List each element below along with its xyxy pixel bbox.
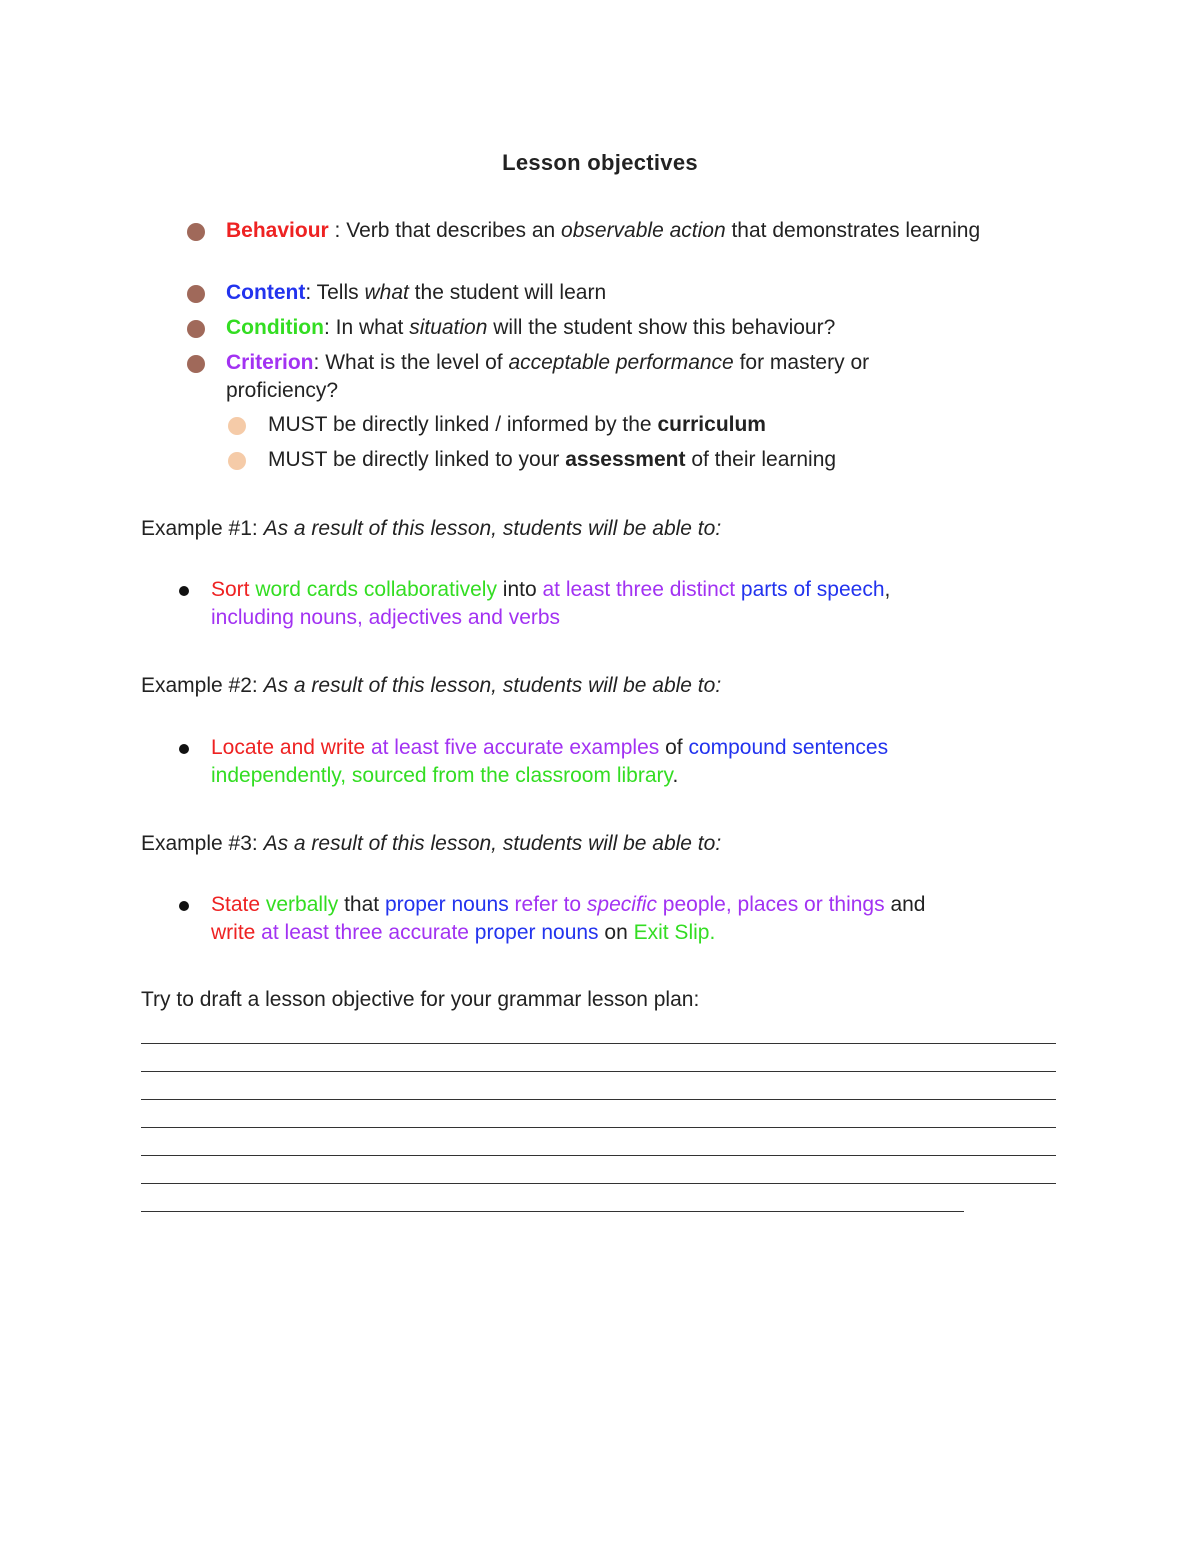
definition-content: Content: Tells what the student will learn <box>226 281 607 304</box>
example-2-objective: Locate and write at least five accurate examples of compound sentences independently, sourced from the classroom library. <box>211 736 889 787</box>
subpoint-curriculum: MUST be directly linked / informed by the curriculum <box>268 413 766 436</box>
term-condition: Condition <box>226 316 324 339</box>
writing-line[interactable] <box>141 1155 1056 1156</box>
bullet-icon <box>187 223 205 241</box>
term-content: Content <box>226 281 306 304</box>
subpoint-assessment: MUST be directly linked to your assessment of their learning <box>268 448 837 471</box>
writing-line[interactable] <box>141 1183 1056 1184</box>
bullet-icon <box>179 744 189 754</box>
writing-line[interactable] <box>141 1127 1056 1128</box>
page-title: Lesson objectives <box>502 150 698 175</box>
draft-prompt: Try to draft a lesson objective for your grammar lesson plan: <box>141 988 700 1011</box>
definition-condition: Condition: In what situation will the student show this behaviour? <box>226 316 836 339</box>
bullet-icon <box>187 285 205 303</box>
term-behaviour: Behaviour <box>226 219 329 242</box>
bullet-icon <box>179 901 189 911</box>
example-1-heading: Example #1: As a result of this lesson, students will be able to: <box>141 517 722 540</box>
writing-line[interactable] <box>141 1099 1056 1100</box>
writing-line[interactable] <box>141 1071 1056 1072</box>
example-2-heading: Example #2: As a result of this lesson, students will be able to: <box>141 674 722 697</box>
example-3-objective: State verbally that proper nouns refer to specific people, places or things and write at least three accurate proper nouns on Exit Slip. <box>211 893 926 944</box>
sub-bullet-icon <box>228 452 246 470</box>
bullet-icon <box>187 355 205 373</box>
term-criterion: Criterion <box>226 351 314 374</box>
bullet-icon <box>179 586 189 596</box>
writing-line[interactable] <box>141 1211 964 1212</box>
sub-bullet-icon <box>228 417 246 435</box>
definition-behaviour: Behaviour : Verb that describes an observable action that demonstrates learning <box>226 219 981 242</box>
example-3-heading: Example #3: As a result of this lesson, students will be able to: <box>141 832 722 855</box>
definition-criterion: Criterion: What is the level of acceptable performance for mastery or proficiency? <box>226 351 870 402</box>
bullet-icon <box>187 320 205 338</box>
writing-line[interactable] <box>141 1043 1056 1044</box>
example-1-objective: Sort word cards collaboratively into at least three distinct parts of speech, including nouns, adjectives and verbs <box>211 578 891 629</box>
